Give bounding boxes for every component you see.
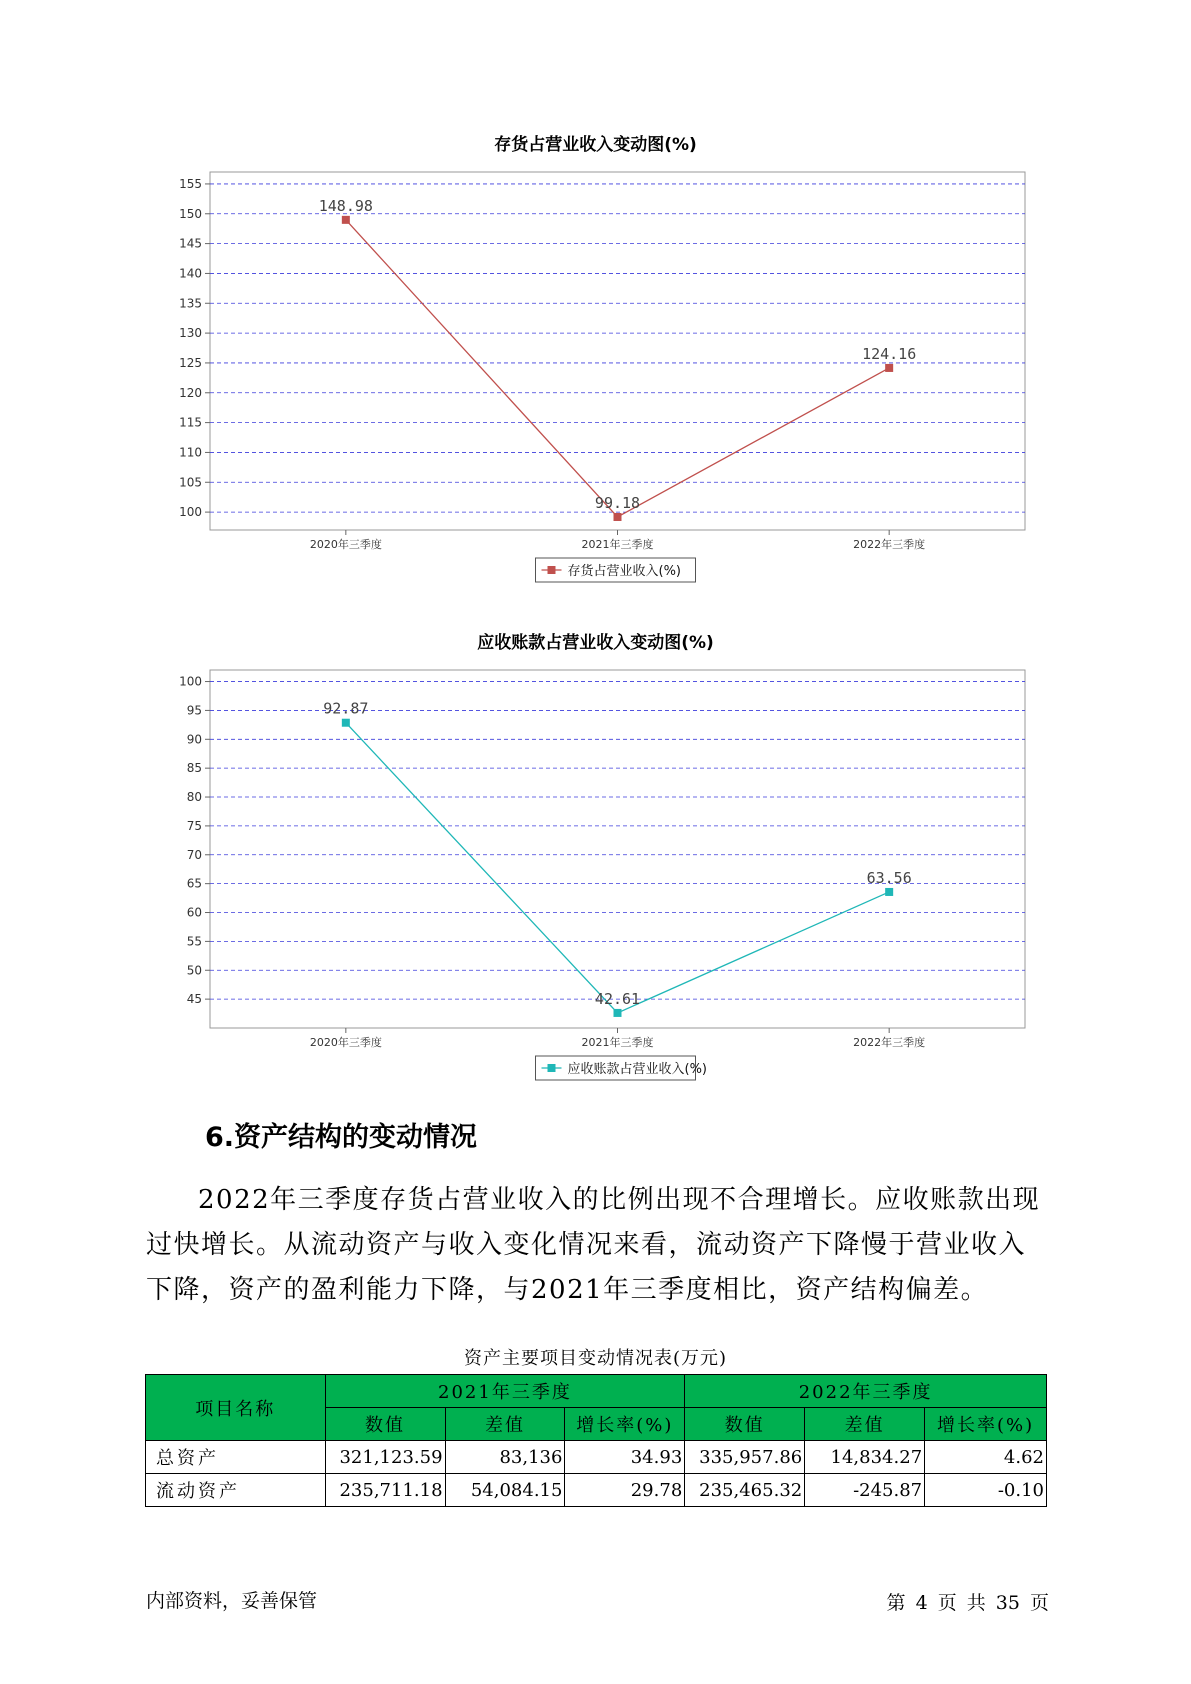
y-tick-label: 100: [179, 674, 202, 689]
legend-label: 应收账款占营业收入(%): [567, 1062, 707, 1077]
subheader-growth: 增长率(%): [565, 1408, 685, 1441]
table-caption: 资产主要项目变动情况表(万元): [463, 1348, 728, 1369]
inventory-chart: [0, 130, 1191, 590]
y-tick-label: 100: [179, 505, 202, 520]
cell: 14,834.27: [805, 1441, 925, 1474]
plot-area: [210, 670, 1025, 1028]
cell: 54,084.15: [445, 1474, 565, 1507]
chart-title: 存货占营业收入变动图(%): [494, 135, 697, 155]
subheader-value: 数值: [325, 1408, 445, 1441]
receivables-chart-svg: [0, 628, 1191, 1088]
header-group-2022: 2022年三季度: [685, 1375, 1047, 1408]
x-tick-label: 2022年三季度: [853, 1036, 926, 1049]
x-tick-label: 2022年三季度: [853, 538, 926, 551]
body-paragraph: 2022年三季度存货占营业收入的比例出现不合理增长。应收账款出现过快增长。从流动资产与收入变化情况来看，流动资产下降慢于营业收入下降，资产的盈利能力下降，与2021年三季度相比，资产结构偏差。: [146, 1185, 1041, 1305]
y-tick-label: 75: [186, 818, 202, 833]
y-tick-label: 95: [186, 703, 202, 718]
table-row: [146, 1441, 1047, 1474]
subheader-value: 数值: [685, 1408, 805, 1441]
y-tick-label: 155: [179, 176, 202, 191]
data-point: [885, 364, 893, 372]
y-tick-label: 65: [186, 876, 202, 891]
cell: 335,957.86: [685, 1441, 805, 1474]
cell: 235,711.18: [325, 1474, 445, 1507]
y-tick-label: 80: [186, 790, 202, 805]
chart-title: 应收账款占营业收入变动图(%): [477, 633, 714, 653]
y-tick-label: 145: [179, 236, 202, 251]
data-label: 124.16: [862, 344, 917, 363]
y-tick-label: 90: [186, 732, 202, 747]
row-name: 流动资产: [146, 1474, 326, 1507]
data-label: 92.87: [323, 699, 369, 718]
x-tick-label: 2021年三季度: [581, 1036, 654, 1049]
data-label: 148.98: [318, 196, 373, 215]
data-point: [614, 1009, 622, 1017]
y-tick-label: 105: [179, 475, 202, 490]
y-tick-label: 110: [179, 445, 202, 460]
subheader-diff: 差值: [805, 1408, 925, 1441]
y-tick-label: 150: [179, 206, 202, 221]
subheader-diff: 差值: [445, 1408, 565, 1441]
assets-table: [145, 1374, 1047, 1507]
data-label: 63.56: [866, 868, 912, 887]
y-tick-label: 55: [186, 934, 202, 949]
footer-page-number: 第 4 页 共 35 页: [886, 1592, 1049, 1614]
data-label: 99.18: [594, 493, 641, 512]
footer-confidential: 内部资料，妥善保管: [146, 1590, 318, 1612]
y-tick-label: 130: [179, 326, 202, 341]
cell: 83,136: [445, 1441, 565, 1474]
y-tick-label: 70: [186, 847, 202, 862]
y-tick-label: 85: [186, 761, 202, 776]
y-tick-label: 50: [186, 963, 202, 978]
data-point: [885, 888, 893, 896]
inventory-chart-svg: [0, 130, 1191, 590]
cell: -0.10: [925, 1474, 1047, 1507]
row-name: 总资产: [146, 1441, 326, 1474]
cell: 4.62: [925, 1441, 1047, 1474]
data-point: [342, 216, 350, 224]
subheader-growth: 增长率(%): [925, 1408, 1047, 1441]
cell: 29.78: [565, 1474, 685, 1507]
y-tick-label: 60: [186, 905, 202, 920]
x-tick-label: 2020年三季度: [309, 538, 382, 551]
legend-marker: [548, 1064, 556, 1072]
y-tick-label: 140: [179, 266, 202, 281]
y-tick-label: 135: [179, 296, 202, 311]
data-point: [342, 719, 350, 727]
legend-label: 存货占营业收入(%): [567, 564, 681, 579]
cell: -245.87: [805, 1474, 925, 1507]
data-label: 42.61: [594, 989, 641, 1008]
y-tick-label: 125: [179, 355, 202, 370]
x-tick-label: 2021年三季度: [581, 538, 654, 551]
y-tick-label: 120: [179, 385, 202, 400]
legend-marker: [548, 566, 556, 574]
y-tick-label: 45: [186, 992, 202, 1007]
x-tick-label: 2020年三季度: [309, 1036, 382, 1049]
section-heading: 6.资产结构的变动情况: [205, 1122, 478, 1153]
receivables-chart: [0, 628, 1191, 1088]
header-group-2021: 2021年三季度: [325, 1375, 685, 1408]
header-item-name: 项目名称: [146, 1375, 326, 1441]
cell: 321,123.59: [325, 1441, 445, 1474]
data-point: [614, 513, 622, 521]
table-row: [146, 1474, 1047, 1507]
cell: 235,465.32: [685, 1474, 805, 1507]
y-tick-label: 115: [179, 415, 202, 430]
cell: 34.93: [565, 1441, 685, 1474]
